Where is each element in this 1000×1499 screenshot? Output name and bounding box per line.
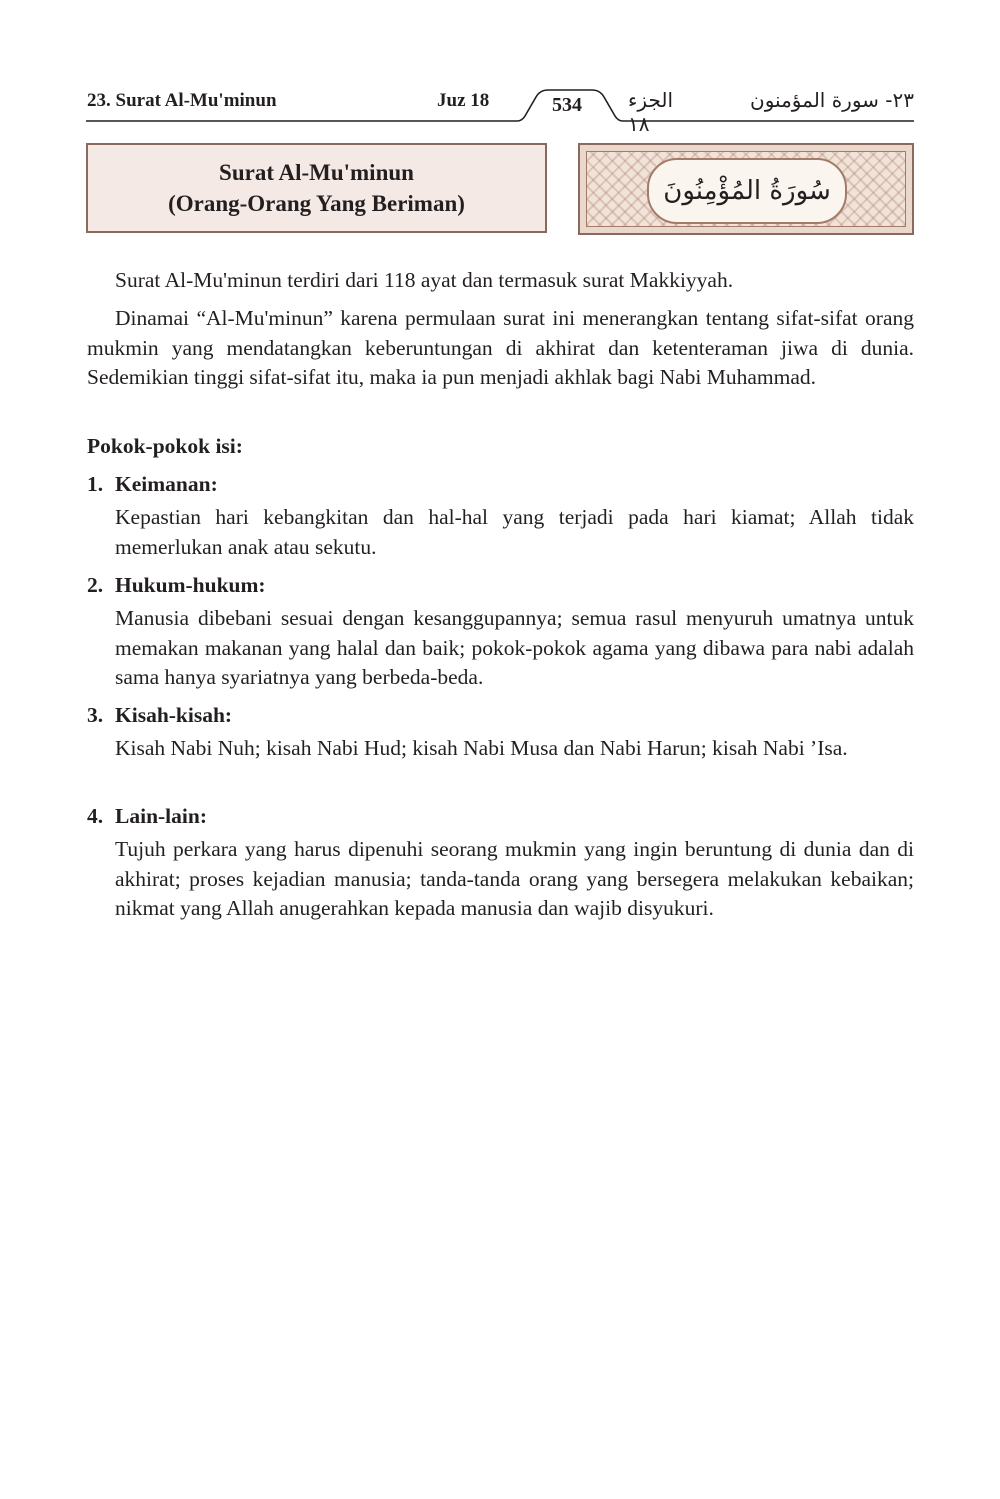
intro-paragraph-1: Surat Al-Mu'minun terdiri dari 118 ayat dan termasuk surat Makkiyyah. — [115, 268, 734, 292]
contents-heading: Pokok-pokok isi: — [87, 434, 243, 458]
surah-title: Surat Al-Mu'minun — [219, 160, 414, 185]
item-number: 2. — [87, 573, 104, 597]
running-header-juz: Juz 18 — [437, 90, 490, 111]
running-header-arabic-juz: الجزء ١٨ — [628, 88, 673, 136]
running-header-surah: 23. Surat Al-Mu'minun — [87, 90, 277, 111]
item-title-lain: Lain-lain: — [115, 804, 207, 828]
item-body-hukum: Manusia dibebani sesuai dengan kesanggupannya; semua rasul menyuruh umatnya untuk memakan makanan yang halal dan baik; pokok-pokok agama yang dibawa para nabi adalah sama hanya syariatnya yang berbeda-beda. — [115, 606, 914, 689]
item-body-keimanan: Kepastian hari kebangkitan dan hal-hal yang terjadi pada hari kiamat; Allah tidak memerlukan anak atau sekutu. — [115, 505, 914, 559]
item-title-keimanan: Keimanan: — [115, 472, 218, 496]
surah-title-box — [86, 143, 547, 233]
page-number: 534 — [552, 94, 582, 116]
header-rule — [0, 0, 1000, 140]
surah-subtitle: (Orang-Orang Yang Beriman) — [168, 191, 465, 216]
running-header-arabic-surah: ٢٣- سورة المؤمنون — [750, 88, 914, 112]
item-body-kisah: Kisah Nabi Nuh; kisah Nabi Hud; kisah Nabi Musa dan Nabi Harun; kisah Nabi ’Isa. — [115, 736, 848, 760]
item-number: 1. — [87, 472, 104, 496]
arabic-surah-title: سُورَةُ المُؤْمِنُونَ — [647, 158, 847, 224]
intro-paragraph-2: Dinamai “Al-Mu'minun” karena permulaan surat ini menerangkan tentang sifat-sifat orang mukmin yang mendatangkan keberuntungan di akhirat dan ketenteraman jiwa di dunia. Sedemikian tinggi sifat-sifat itu, maka ia pun menjadi akhlak bagi Nabi Muhammad. — [87, 306, 914, 389]
ornament-pattern — [586, 151, 906, 227]
item-number: 3. — [87, 703, 104, 727]
item-title-kisah: Kisah-kisah: — [115, 703, 233, 727]
arabic-title-ornament — [578, 143, 914, 235]
item-body-lain: Tujuh perkara yang harus dipenuhi seorang mukmin yang ingin beruntung di dunia dan di akhirat; proses kejadian manusia; tanda-tanda orang yang bersegera melakukan kebaikan; nikmat yang Allah anugerahkan kepada manusia dan wajib disyukuri. — [115, 837, 914, 920]
item-number: 4. — [87, 804, 104, 828]
item-title-hukum: Hukum-hukum: — [115, 573, 266, 597]
